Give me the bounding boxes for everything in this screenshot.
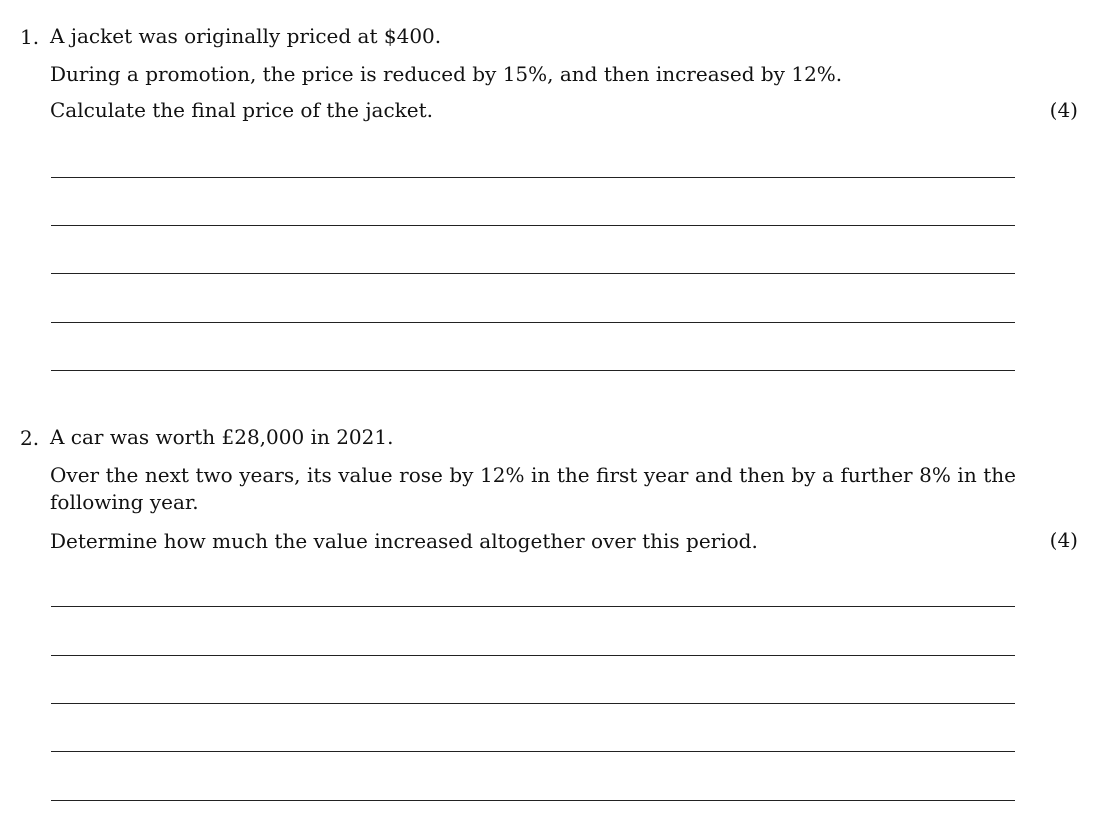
- marks-label: (4): [1049, 98, 1078, 122]
- question-text: Over the next two years, its value rose by 12% in the first year and then by a further 8% in the following year.: [50, 463, 1016, 514]
- question-instruction: Determine how much the value increased altogether over this period.: [50, 529, 758, 553]
- answer-line[interactable]: [51, 273, 1015, 274]
- answer-line[interactable]: [51, 703, 1015, 704]
- question-text: A jacket was originally priced at $400.: [50, 24, 442, 48]
- question-number: 1.: [20, 25, 40, 49]
- answer-line[interactable]: [51, 370, 1015, 371]
- question-instruction: Calculate the final price of the jacket.: [50, 98, 434, 122]
- question-text: A car was worth £28,000 in 2021.: [50, 425, 394, 449]
- answer-line[interactable]: [51, 225, 1015, 226]
- answer-line[interactable]: [51, 606, 1015, 607]
- answer-line[interactable]: [51, 322, 1015, 323]
- answer-line[interactable]: [51, 655, 1015, 656]
- marks-label: (4): [1049, 528, 1078, 552]
- answer-line[interactable]: [51, 177, 1015, 178]
- question-text: During a promotion, the price is reduced by 15%, and then increased by 12%.: [50, 62, 843, 86]
- answer-line[interactable]: [51, 751, 1015, 752]
- answer-line[interactable]: [51, 800, 1015, 801]
- question-number: 2.: [20, 426, 40, 450]
